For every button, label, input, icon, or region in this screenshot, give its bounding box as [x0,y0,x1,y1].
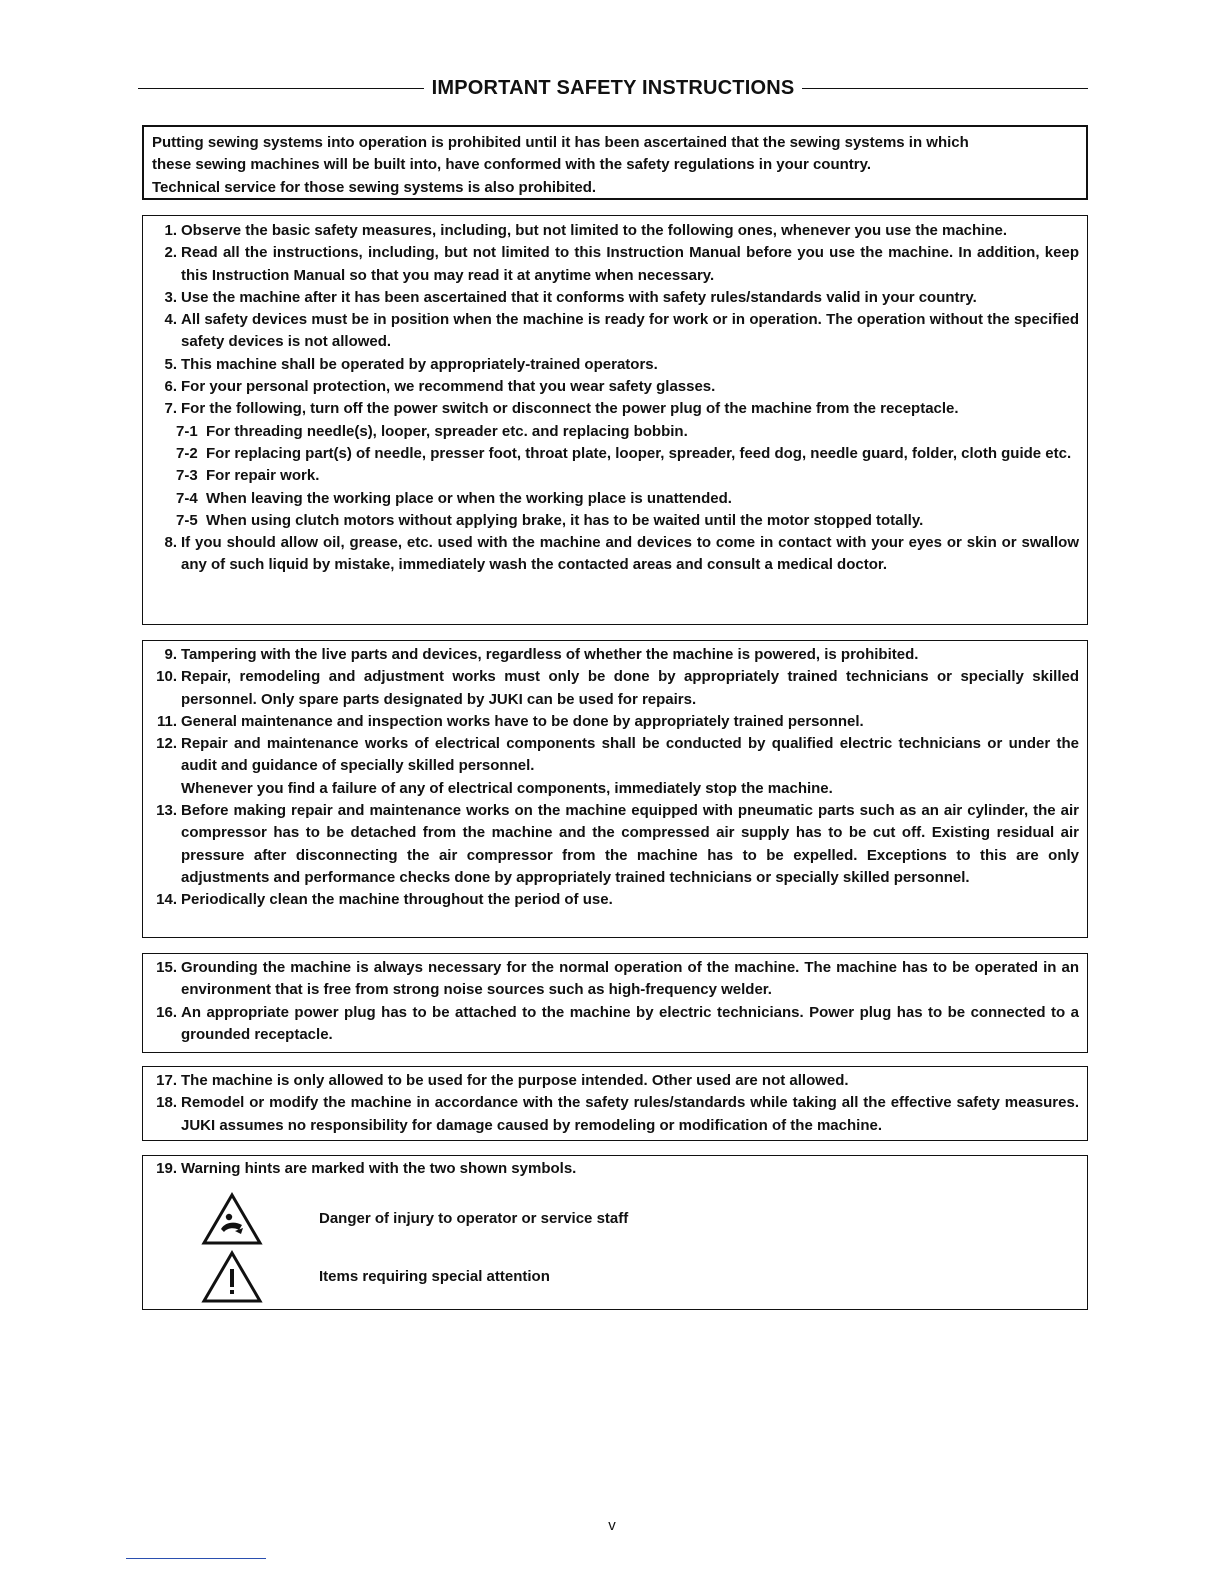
item-number: 8. [164,534,177,552]
item-text: Warning hints are marked with the two shown symbols. [181,1160,577,1177]
item-text: The machine is only allowed to be used for the purpose intended. Other used are not allowed. [181,1072,849,1089]
symbol-row-danger [201,1192,629,1246]
item-text: Repair, remodeling and adjustment works must only be done by appropriately trained technicians or specially skilled personnel. Only spare parts designated by JUKI can be used for repairs. [181,668,1079,708]
sub-list-item [143,488,1079,510]
sub-item-number: 7-1 [176,422,198,440]
list-item [143,398,1079,420]
item-number: 11. [156,712,177,730]
sub-item-text: When leaving the working place or when the working place is unattended. [206,489,732,507]
item-number: 5. [164,355,177,373]
item-number: 12. [156,735,177,753]
footer-line [126,1558,266,1559]
list-item [143,644,1079,666]
notice-line: Putting sewing systems into operation is prohibited until it has been ascertained that the sewing systems in which [152,134,969,151]
list-item [143,711,1079,733]
safety-box-electrical [142,953,1088,1053]
item-text: Remodel or modify the machine in accordance with the safety rules/standards while taking all the effective safety measures. JUKI assumes no responsibility for damage caused by remodeling or modification of the machine. [181,1094,1079,1134]
item-text: Read all the instructions, including, but not limited to this Instruction Manual before you use the machine. In addition, keep this Instruction Manual so that you may read it at anytime when necessary. [181,244,1079,284]
list-item [143,1070,1079,1092]
notice-line: these sewing machines will be built into, have conformed with the safety regulations in your country. [152,156,872,174]
item-text: This machine shall be operated by appropriately-trained operators. [181,355,658,373]
page-title: IMPORTANT SAFETY INSTRUCTIONS [431,76,795,99]
item-number: 19. [156,1160,177,1177]
list-item [143,1158,1079,1180]
title-rule-right [802,88,1088,89]
item-number: 4. [164,311,177,329]
sub-list-item [143,443,1079,465]
list-item [143,242,1079,287]
item-continuation: Whenever you find a failure of any of electrical components, immediately stop the machine. [181,779,833,797]
item-number: 6. [164,378,177,396]
list-item [143,354,1079,376]
title-row [138,74,1088,102]
safety-box-usage [142,1066,1088,1141]
item-number: 10. [156,668,177,686]
item-number: 2. [164,244,177,262]
item-number: 9. [164,646,177,663]
sub-item-number: 7-4 [176,489,198,507]
item-text: Periodically clean the machine throughout the period of use. [181,891,613,909]
item-text: Use the machine after it has been ascertained that it conforms with safety rules/standards valid in your country. [181,288,977,306]
sub-list-item [143,465,1079,487]
list-item [143,733,1079,778]
item-text: An appropriate power plug has to be attached to the machine by electric technicians. Power plug has to be connected to a grounded receptacle. [181,1003,1079,1043]
item-number: 7. [164,400,177,418]
item-number: 13. [156,802,177,820]
item-text: For the following, turn off the power switch or disconnect the power plug of the machine from the receptacle. [181,400,959,418]
list-item [143,532,1079,577]
sub-item-number: 7-2 [176,444,198,462]
list-item [143,1002,1079,1047]
item-number: 3. [164,288,177,306]
item-text: Grounding the machine is always necessary for the normal operation of the machine. The machine has to be operated in an environment that is free from strong noise sources such as high-frequency welder. [181,959,1079,999]
item-text: Tampering with the live parts and devices, regardless of whether the machine is powered, is prohibited. [181,646,919,663]
item-number: 15. [156,959,177,976]
sub-item-number: 7-3 [176,467,198,485]
sub-item-text: For repair work. [206,467,320,485]
safety-box-general [142,215,1088,625]
page-number: v [608,1517,616,1534]
item-text: General maintenance and inspection works have to be done by appropriately trained personnel. [181,712,864,730]
caution-exclamation-icon [201,1250,263,1304]
list-item [143,287,1079,309]
item-number: 1. [164,222,177,239]
symbol-label: Danger of injury to operator or service staff [319,1209,629,1227]
list-item [143,957,1079,1002]
item-text: All safety devices must be in position when the machine is ready for work or in operation. The operation without the specified safety devices is not allowed. [181,311,1079,351]
sub-list-item [143,421,1079,443]
notice-box [142,125,1088,200]
sub-item-number: 7-5 [176,511,198,529]
list-item [143,376,1079,398]
notice-line: Technical service for those sewing systems is also prohibited. [152,178,597,196]
sub-item-text: When using clutch motors without applying brake, it has to be waited until the motor stopped totally. [206,511,924,529]
list-item [143,666,1079,711]
symbol-label: Items requiring special attention [319,1267,550,1285]
item-number: 14. [156,891,177,909]
item-text: If you should allow oil, grease, etc. used with the machine and devices to come in contact with your eyes or skin or swallow any of such liquid by mistake, immediately wash the contacted areas and consult a medical doctor. [181,534,1079,574]
sub-item-text: For replacing part(s) of needle, presser foot, throat plate, looper, spreader, feed dog, needle guard, folder, cloth guide etc. [206,444,1072,462]
title-rule-left [138,88,424,89]
list-item [143,1092,1079,1137]
list-item [143,889,1079,911]
injury-hazard-icon [201,1192,263,1246]
list-item [143,220,1079,242]
list-item [143,309,1079,354]
item-number: 17. [156,1072,177,1089]
item-number: 16. [156,1003,177,1021]
item-number: 18. [156,1094,177,1112]
item-text: Before making repair and maintenance works on the machine equipped with pneumatic parts such as an air cylinder, the air compressor has to be detached from the machine and the compressed air supply has to be cut off. Existing residual air pressure after disconnecting the air compressor from the machine has to be expelled. Exceptions to this are only adjustments and performance checks done by appropriately trained technicians or specially skilled personnel. [181,802,1079,886]
sub-item-text: For threading needle(s), looper, spreader etc. and replacing bobbin. [206,422,688,440]
safety-box-symbols [142,1155,1088,1310]
item-text: Repair and maintenance works of electrical components shall be conducted by qualified electric technicians or under the audit and guidance of specially skilled personnel. [181,735,1079,775]
sub-list-item [143,510,1079,532]
list-item [143,800,1079,889]
item-text: Observe the basic safety measures, including, but not limited to the following ones, whenever you use the machine. [181,222,1008,239]
symbol-row-attention [201,1250,550,1304]
item-text: For your personal protection, we recommend that you wear safety glasses. [181,378,716,396]
safety-box-maintenance [142,640,1088,938]
